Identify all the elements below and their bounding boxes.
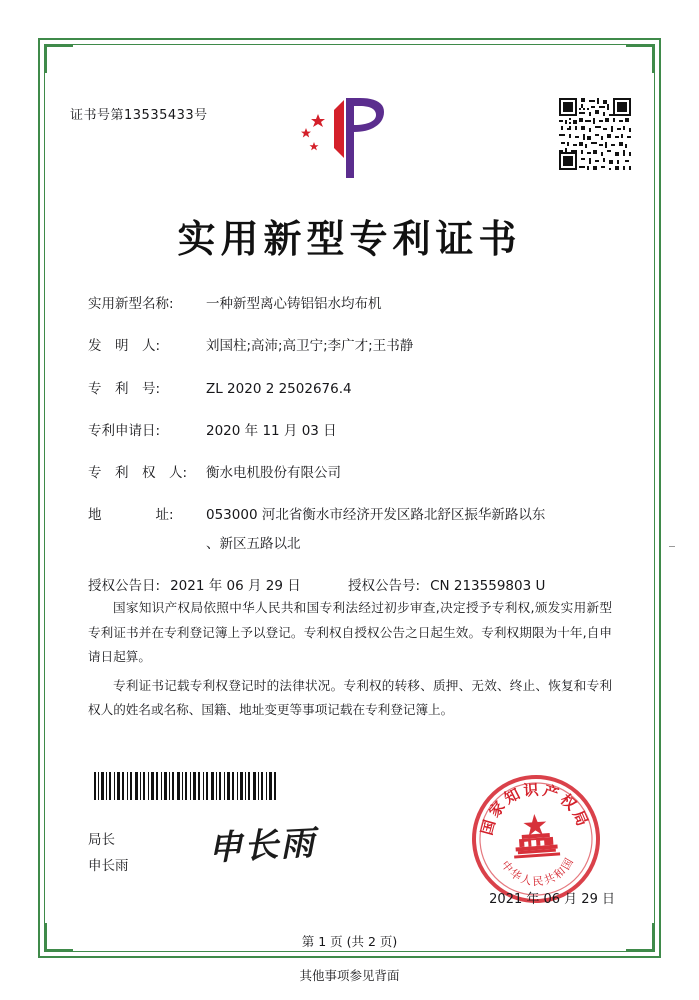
- page-indicator: 第 1 页 (共 2 页): [301, 934, 398, 949]
- field-address-value-line2: 、新区五路以北: [206, 535, 301, 552]
- field-address: [88, 505, 618, 554]
- footer-note: 其他事项参见背面: [299, 968, 400, 983]
- field-invention-name-label: 实用新型名称:: [88, 296, 174, 312]
- barcode: [92, 772, 278, 800]
- announcement-number-value: CN 213559803 U: [430, 577, 546, 594]
- certificate-number: 证书号第13535433号: [70, 108, 208, 123]
- page-title: 实用新型专利证书: [177, 216, 522, 261]
- director-name-label: 申长雨: [88, 857, 129, 874]
- field-patent-number-label: 专 利 号:: [88, 380, 161, 397]
- announcement-date-value: 2021 年 06 月 29 日: [170, 577, 301, 594]
- field-list: [88, 294, 618, 614]
- announcement-date: [88, 576, 348, 596]
- field-inventors-value: 刘国柱;高沛;高卫宁;李广才;王书静: [206, 338, 414, 355]
- field-address-label: 地 址:: [88, 507, 174, 524]
- field-inventors-label: 发 明 人:: [88, 338, 161, 355]
- legal-text: [88, 596, 612, 727]
- handwritten-signature: 申长雨: [207, 823, 318, 869]
- field-invention-name: [88, 294, 618, 314]
- svg-text:国家知识产权局: 国家知识产权局: [477, 780, 593, 838]
- director-title-label: 局长: [88, 832, 115, 848]
- field-application-date: [88, 421, 618, 441]
- field-patentee: [88, 463, 618, 483]
- seal-date: 2021 年 06 月 29 日: [489, 892, 615, 907]
- field-application-date-value: 2020 年 11 月 03 日: [206, 422, 337, 439]
- field-inventors: [88, 336, 618, 356]
- border-corner-top-left: [44, 44, 73, 73]
- field-patent-number-value: ZL 2020 2 2502676.4: [206, 380, 352, 397]
- announcement-number-label: 授权公告号:: [348, 577, 421, 594]
- field-invention-name-value: 一种新型离心铸铝铝水均布机: [206, 296, 382, 312]
- field-address-value-group: [206, 505, 618, 554]
- border-corner-top-right: [626, 44, 655, 73]
- signature-block: [88, 828, 129, 879]
- svg-text:中华人民共和国: 中华人民共和国: [498, 854, 577, 889]
- cnipa-logo: [288, 92, 398, 184]
- edge-tick-mark: [669, 546, 675, 547]
- announcement-date-label: 授权公告日:: [88, 577, 161, 594]
- field-patentee-value: 衡水电机股份有限公司: [206, 465, 341, 481]
- announcement-number: [348, 576, 618, 596]
- field-application-date-label: 专利申请日:: [88, 422, 161, 439]
- legal-paragraph-2: 专利证书记载专利权登记时的法律状况。专利权的转移、质押、无效、终止、恢复和专利权人的姓名或名称、国籍、地址变更等事项记载在专利登记簿上。: [88, 677, 612, 718]
- qr-code: [557, 96, 633, 172]
- field-patent-number: [88, 379, 618, 399]
- field-patentee-label: 专 利 权 人:: [88, 465, 188, 481]
- announcement-row: [88, 576, 618, 596]
- legal-paragraph-1: 国家知识产权局依照中华人民共和国专利法经过初步审查,决定授予专利权,颁发实用新型专利证书并在专利登记簿上予以登记。专利权自授权公告之日起生效。专利权期限为十年,自申请日起算。: [88, 600, 612, 665]
- field-address-value-line1: 053000 河北省衡水市经济开发区路北舒区振华新路以东: [206, 507, 546, 524]
